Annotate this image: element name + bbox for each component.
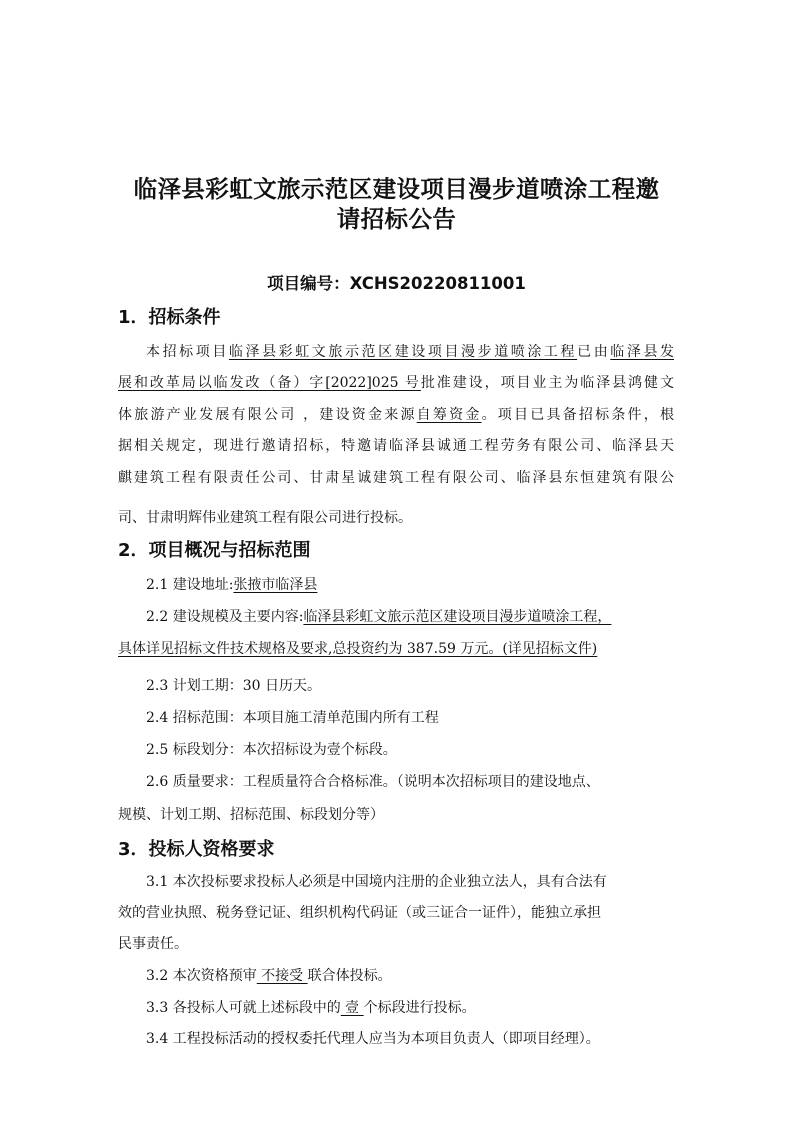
section-3-item-1-cont-2: 民事责任。 (118, 936, 188, 952)
document-title (120, 174, 673, 234)
section-1-line-6: 司、甘肃明辉伟业建筑工程有限公司进行投标。 (118, 510, 412, 526)
section-2-item-2-cont: 具体详见招标文件技术规格及要求,总投资约为 387.59 万元。(详见招标文件) (118, 641, 598, 657)
section-2-heading: 2．项目概况与招标范围 (118, 540, 311, 561)
section-1-line-1: 本招标项目临泽县彩虹文旅示范区建设项目漫步道喷涂工程已由临泽县发 (146, 344, 675, 360)
project-number: 项目编号：XCHS20220811001 (267, 274, 526, 293)
section-3-heading: 3．投标人资格要求 (118, 839, 275, 860)
section-3-item-2: 3.2 本次资格预审 不接受 联合体投标。 (146, 968, 392, 984)
section-3-item-4: 3.4 工程投标活动的授权委托代理人应当为本项目负责人（即项目经理）。 (146, 1031, 600, 1047)
section-1-heading: 1．招标条件 (118, 307, 221, 328)
section-1-line-2: 展和改革局以临发改（备）字[2022]025 号批准建设，项目业主为临泽县鸿健文 (118, 375, 674, 391)
section-2-item-5: 2.5 标段划分：本次招标设为壹个标段。 (146, 742, 397, 758)
section-1-line-5: 麒建筑工程有限责任公司、甘肃星诚建筑工程有限公司、临泽县东恒建筑有限公 (118, 470, 674, 486)
section-3-item-1: 3.1 本次投标要求投标人必须是中国境内注册的企业独立法人，具有合法有 (146, 874, 607, 890)
title-line-2: 请招标公告 (336, 205, 457, 233)
section-2-item-1: 2.1 建设地址:张掖市临泽县 (146, 577, 318, 593)
section-2-item-2: 2.2 建设规模及主要内容:临泽县彩虹文旅示范区建设项目漫步道喷涂工程， (146, 609, 612, 625)
section-3-item-3: 3.3 各投标人可就上述标段中的 壹 个标段进行投标。 (146, 1000, 476, 1016)
section-2-item-3: 2.3 计划工期：30 日历天。 (146, 678, 321, 694)
section-1-line-4: 据相关规定，现进行邀请招标，特邀请临泽县诚通工程劳务有限公司、临泽县天 (118, 438, 674, 454)
section-2-item-6: 2.6 质量要求：工程质量符合合格标准。（说明本次招标项目的建设地点、 (146, 774, 600, 790)
section-2-item-4: 2.4 招标范围：本项目施工清单范围内所有工程 (146, 710, 439, 726)
section-1-line-3: 体旅游产业发展有限公司 ，建设资金来源自筹资金。项目已具备招标条件，根 (118, 407, 675, 423)
section-2-item-6-cont: 规模、计划工期、招标范围、标段划分等） (118, 807, 384, 823)
title-line-1: 临泽县彩虹文旅示范区建设项目漫步道喷涂工程邀 (133, 175, 660, 203)
section-3-item-1-cont-1: 效的营业执照、税务登记证、组织机构代码证（或三证合一证件），能独立承担 (118, 905, 601, 921)
